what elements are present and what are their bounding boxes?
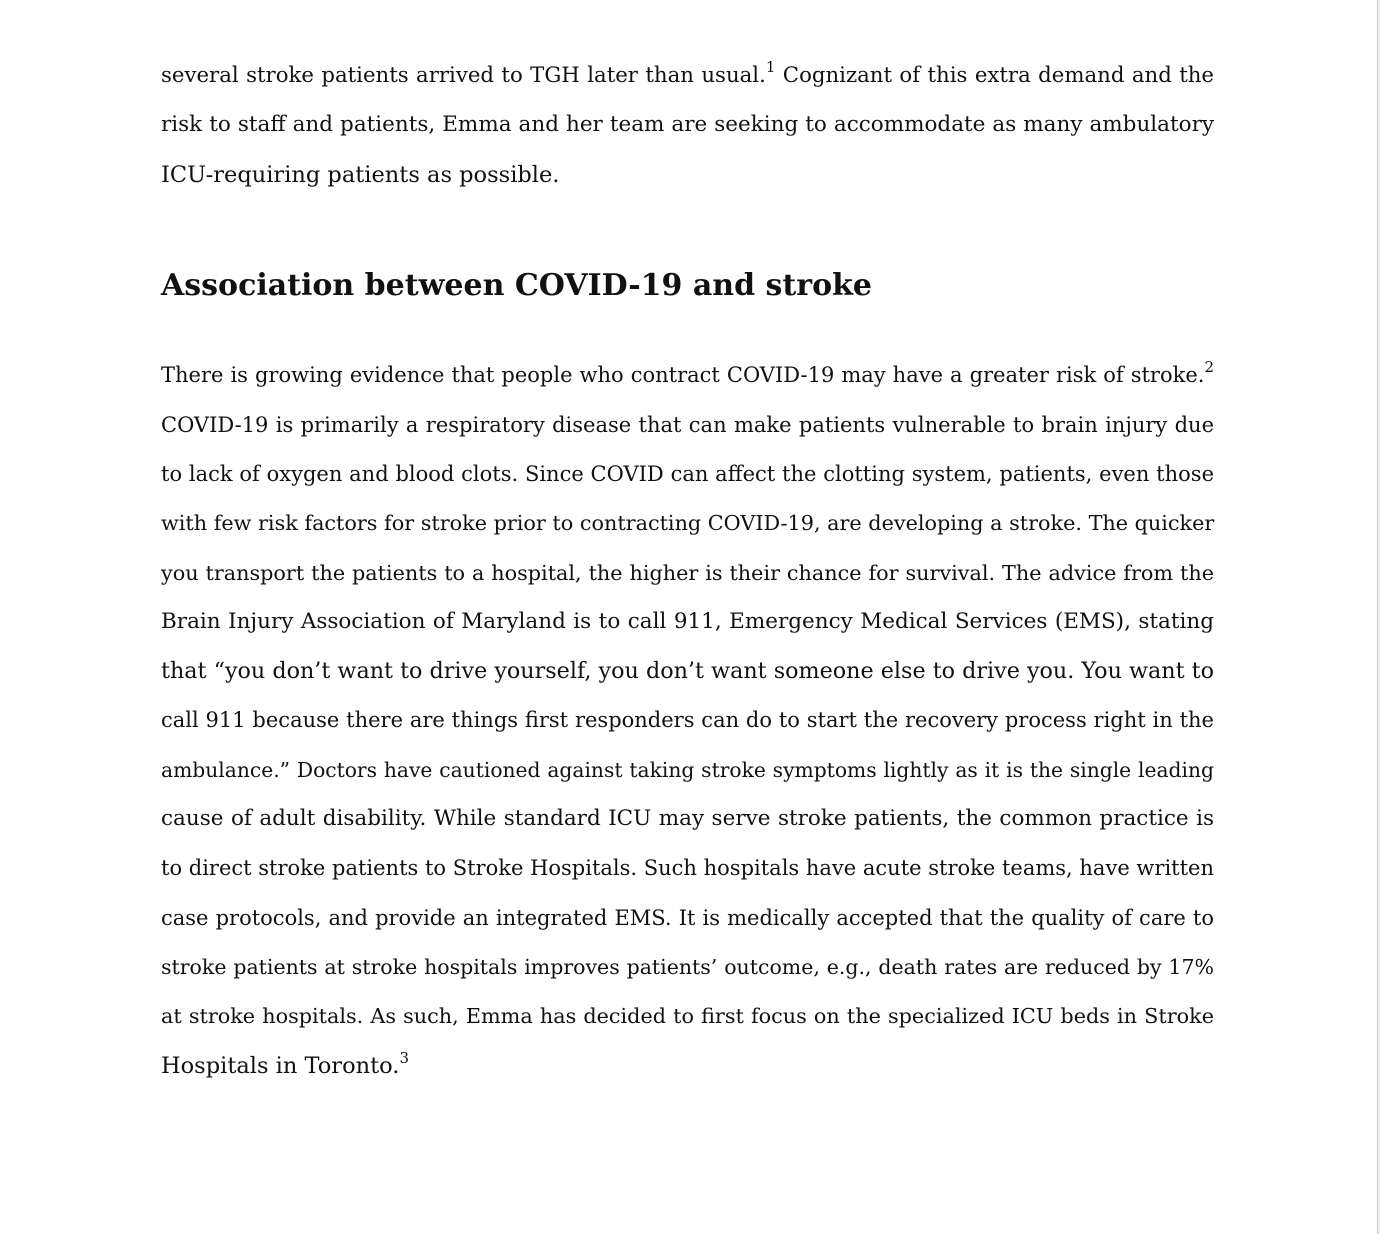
footnote-marker: 2 — [1204, 358, 1214, 376]
text-line: several stroke patients arrived to TGH later than usual.$^1$ Cognizant of this extra demand and the — [161, 57, 1214, 88]
text-line: at stroke hospitals. As such, Emma has decided to first focus on the specialized ICU beds in Stroke — [161, 1004, 1214, 1028]
text-line: case protocols, and provide an integrated EMS. It is medically accepted that the quality of care to — [161, 906, 1214, 930]
text-line: ambulance.” Doctors have cautioned against taking stroke symptoms lightly as it is the single leading — [161, 758, 1214, 782]
text-line: with few risk factors for stroke prior to contracting COVID-19, are developing a stroke. The quicker — [161, 511, 1215, 535]
text-line: Brain Injury Association of Maryland is to call 911, Emergency Medical Services (EMS), stating — [161, 609, 1214, 634]
text-line: risk to staff and patients, Emma and her team are seeking to accommodate as many ambulatory — [161, 112, 1214, 137]
text-line: Hospitals in Toronto.$^3$ — [161, 1048, 409, 1079]
page-edge — [1377, 0, 1378, 1234]
text-line: cause of adult disability. While standard ICU may serve stroke patients, the common practice is — [161, 806, 1214, 831]
footnote-marker: 1 — [765, 57, 776, 76]
text-line: call 911 because there are things first responders can do to start the recovery process right in the — [161, 708, 1214, 732]
text-line: ICU-requiring patients as possible. — [161, 162, 560, 188]
text-line: COVID-19 is primarily a respiratory disease that can make patients vulnerable to brain injury due — [161, 413, 1214, 437]
section-heading: Association between COVID-19 and stroke — [161, 268, 872, 303]
footnote-marker: 3 — [399, 1048, 409, 1067]
text-line: to lack of oxygen and blood clots. Since COVID can affect the clotting system, patients, even those — [161, 462, 1214, 486]
text-line: There is growing evidence that people who contract COVID-19 may have a greater risk of stroke.$^2$ — [161, 358, 1214, 387]
text-line: to direct stroke patients to Stroke Hospitals. Such hospitals have acute stroke teams, have written — [161, 856, 1214, 880]
text-line: stroke patients at stroke hospitals improves patients’ outcome, e.g., death rates are reduced by 17% — [161, 955, 1214, 979]
text-line: that “you don’t want to drive yourself, you don’t want someone else to drive you. You want to — [161, 658, 1214, 684]
text-line: you transport the patients to a hospital, the higher is their chance for survival. The advice from the — [161, 561, 1214, 585]
